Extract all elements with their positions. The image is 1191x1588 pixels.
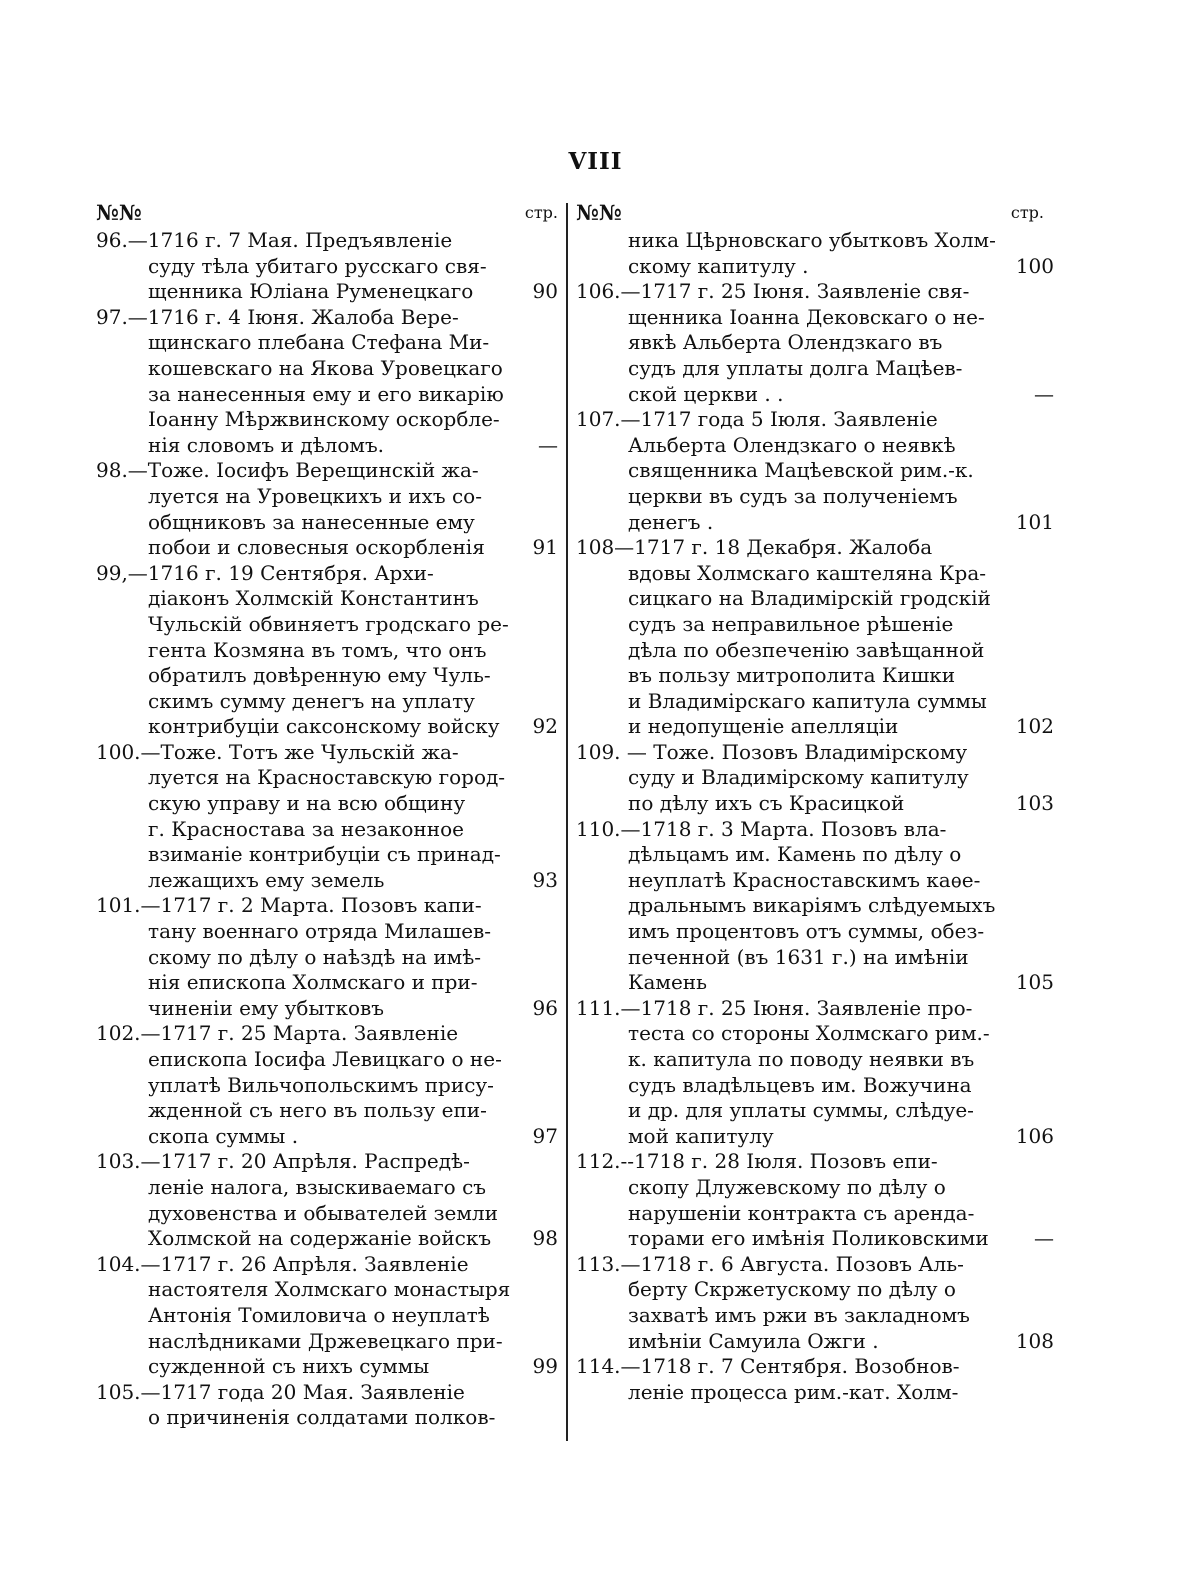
entry-line: гента Козмяна въ томъ, что онъ (148, 637, 487, 662)
number-header: №№ (576, 200, 622, 225)
entry-line: имъ процентовъ отъ суммы, обез- (628, 919, 985, 944)
toc-entry (96, 1149, 558, 1251)
entry-line: 96.—1716 г. 7 Мая. Предъявленіе (96, 228, 453, 252)
entry-page-number: 90 (532, 279, 558, 304)
column-divider (566, 203, 568, 1441)
entry-line: леніе процесса рим.-кат. Холм- (628, 1379, 959, 1404)
entry-line: Чульскій обвиняетъ гродскаго ре- (148, 611, 509, 636)
entry-line: обратилъ довѣренную ему Чуль- (148, 663, 491, 688)
entry-line: нія словомъ и дѣломъ. (148, 432, 385, 457)
entry-line: и Владимірскаго капитула суммы (628, 688, 987, 713)
entry-line: леніе налога, взыскиваемаго съ (148, 1174, 486, 1199)
entry-line: скимъ сумму денегъ на уплату (148, 688, 475, 713)
toc-entry (576, 535, 1054, 740)
entry-page-number: 108 (1015, 1328, 1054, 1353)
entry-line: наслѣдниками Држевецкаго при- (148, 1328, 503, 1353)
entry-line: 107.—1717 года 5 Іюля. Заявленіе (576, 407, 938, 432)
toc-entry (96, 1252, 558, 1380)
left-column (96, 200, 558, 1431)
entry-line: нарушеніи контракта съ аренда- (628, 1200, 975, 1225)
entry-line: явкѣ Альберта Олендзкаго въ (628, 330, 943, 355)
entry-line: Іоанну Мѣржвинскому оскорбле- (148, 407, 500, 432)
entry-line: 111.—1718 г. 25 Іюня. Заявленіе про- (576, 995, 973, 1020)
entry-line: чиненіи ему убытковъ (148, 995, 384, 1020)
toc-entry (576, 407, 1054, 535)
entry-line: 108—1717 г. 18 Декабря. Жалоба (576, 535, 933, 560)
entry-line: взиманіе контрибуціи съ принад- (148, 842, 501, 867)
entry-line: суду и Владимірскому капитулу (628, 765, 969, 790)
entry-line: священника Мацѣевской рим.-к. (628, 458, 974, 483)
number-header: №№ (96, 200, 142, 225)
entry-line: 112.--1718 г. 28 Іюля. Позовъ епи- (576, 1149, 938, 1174)
toc-entry (96, 228, 558, 305)
entry-line: 106.—1717 г. 25 Іюня. Заявленіе свя- (576, 279, 970, 304)
toc-entry (576, 1354, 1044, 1405)
entry-line: Холмской на содержаніе войскъ (148, 1226, 492, 1251)
entry-page-number: 99 (532, 1354, 558, 1379)
entry-line: епископа Іосифа Левицкаго о не- (148, 1047, 502, 1071)
entry-line: настоятеля Холмскаго монастыря (148, 1277, 511, 1302)
entry-page-number: 93 (532, 867, 558, 892)
entry-line: мой капитулу (628, 1123, 774, 1148)
entry-line: 98.—Тоже. Іосифъ Верещинскій жа- (96, 458, 479, 483)
entry-line: дѣла по обезпеченію завѣщанной (628, 637, 985, 662)
entry-line: печенной (въ 1631 г.) на имѣніи (628, 944, 969, 969)
toc-entry (96, 305, 558, 459)
entry-line: 114.—1718 г. 7 Сентября. Возобнов- (576, 1354, 960, 1379)
entry-line: неуплатѣ Красноставскимъ каѳе- (628, 867, 981, 892)
entry-line: сицкаго на Владимірскій гродскій (628, 586, 991, 611)
entry-line: 99,—1716 г. 19 Сентября. Архи- (96, 560, 434, 585)
entry-line: к. капитула по поводу неявки въ (628, 1047, 975, 1071)
entry-line: скому по дѣлу о наѣздѣ на имѣ- (148, 944, 482, 969)
entry-line: Антонія Томиловича о неуплатѣ (148, 1302, 490, 1327)
toc-entry (576, 995, 1054, 1150)
entry-line: теста со стороны Холмскаго рим.- (628, 1021, 990, 1046)
entry-line: и недопущеніе апелляціи (628, 714, 899, 739)
toc-entry (576, 1149, 1054, 1251)
entry-line: судъ за неправильное рѣшеніе (628, 611, 954, 636)
left-entries (96, 228, 558, 1431)
toc-entry (576, 279, 1054, 407)
entry-line: контрибуціи саксонскому войску (148, 714, 500, 739)
entry-line: кошевскаго на Якова Уровецкаго (148, 355, 503, 380)
entry-line: уплатѣ Вильчопольскимъ прису- (148, 1072, 494, 1097)
page-number: VIII (568, 148, 623, 175)
entry-line: 103.—1717 г. 20 Апрѣля. Распредѣ- (96, 1149, 470, 1174)
entry-line: луется на Красноставскую город- (148, 765, 506, 790)
entry-line: 101.—1717 г. 2 Марта. Позовъ капи- (96, 893, 482, 918)
entry-line: скопа суммы . (148, 1123, 299, 1148)
entry-line: 102.—1717 г. 25 Марта. Заявленіе (96, 1021, 459, 1046)
page-header: стр. (524, 203, 558, 222)
entry-page-number: 91 (532, 535, 558, 560)
entry-line: г. Красностава за незаконное (148, 816, 464, 841)
entry-line: торами его имѣнія Поликовскими (628, 1226, 989, 1251)
entry-line: дральнымъ викаріямъ слѣдуемыхъ (628, 893, 996, 918)
toc-entry (576, 1251, 1054, 1354)
entry-page-number: 98 (532, 1226, 558, 1251)
entry-page-number: — (1034, 1226, 1054, 1251)
entry-line: луется на Уровецкихъ и ихъ со- (148, 483, 482, 508)
entry-line: въ пользу митрополита Кишки (628, 663, 956, 688)
entry-page-number: 103 (1015, 791, 1054, 816)
entry-line: общниковъ за нанесенные ему (148, 509, 475, 534)
right-column (576, 200, 1054, 1405)
entry-page-number: — (538, 432, 558, 457)
entry-line: 100.—Тоже. Тотъ же Чульскій жа- (96, 739, 459, 764)
entry-line: лежащихъ ему земель (148, 867, 385, 892)
entry-line: 105.—1717 года 20 Мая. Заявленіе (96, 1379, 465, 1404)
entry-page-number: — (1034, 381, 1054, 406)
entry-line: и др. для уплаты суммы, слѣдуе- (628, 1098, 974, 1123)
entry-page-number: 96 (532, 995, 558, 1020)
entry-line: жденной съ него въ пользу епи- (148, 1098, 487, 1123)
toc-entry (96, 458, 558, 560)
entry-line: берту Скржетускому по дѣлу о (628, 1277, 956, 1302)
entry-line: судъ владѣльцевъ им. Вожучина (628, 1072, 972, 1097)
entry-line: скопу Длужевскому по дѣлу о (628, 1174, 946, 1199)
toc-entry (96, 893, 558, 1021)
toc-entry (96, 740, 558, 894)
toc-entry (96, 1021, 558, 1149)
entry-line: щенника Юліана Руменецкаго (148, 279, 474, 304)
toc-entry (96, 561, 558, 740)
entry-line: 104.—1717 г. 26 Апрѣля. Заявленіе (96, 1251, 469, 1276)
entry-line: Камень (628, 970, 708, 995)
entry-line: діаконъ Холмскій Константинъ (148, 586, 479, 611)
entry-page-number: 106 (1015, 1123, 1054, 1148)
right-column-header (576, 200, 1044, 228)
page-header: стр. (1010, 203, 1044, 222)
entry-line: захватѣ имъ ржи въ закладномъ (628, 1302, 970, 1327)
entry-line: 97.—1716 г. 4 Іюня. Жалоба Вере- (96, 304, 459, 329)
entry-line: побои и словесныя оскорбленія (148, 535, 485, 560)
entry-line: о причиненія солдатами полков- (148, 1405, 496, 1430)
toc-entry (576, 816, 1054, 996)
entry-line: церкви въ судъ за полученіемъ (628, 483, 958, 508)
entry-page-number: 100 (1015, 253, 1054, 278)
entry-line: судъ для уплаты долга Мацѣев- (628, 355, 963, 380)
entry-page-number: 97 (532, 1123, 558, 1148)
entry-line: ской церкви . . (628, 381, 784, 406)
entry-line: нія епископа Холмскаго и при- (148, 970, 478, 995)
entry-page-number: 105 (1015, 970, 1054, 995)
entry-line: суду тѣла убитаго русскаго свя- (148, 253, 487, 278)
entry-line: имѣніи Самуила Ожги . (628, 1328, 879, 1353)
entry-line: 113.—1718 г. 6 Августа. Позовъ Аль- (576, 1251, 964, 1276)
entry-line: ника Цѣрновскаго убытковъ Холм- (628, 228, 996, 252)
toc-entry (576, 228, 1054, 279)
entry-line: 110.—1718 г. 3 Марта. Позовъ вла- (576, 816, 947, 841)
left-column-header (96, 200, 558, 228)
entry-line: щинскаго плебана Стефана Ми- (148, 330, 490, 355)
toc-entry (576, 739, 1054, 817)
entry-line: духовенства и обывателей земли (148, 1200, 498, 1225)
entry-line: щенника Іоанна Дековскаго о не- (628, 304, 985, 329)
entry-page-number: 102 (1015, 714, 1054, 739)
entry-line: сужденной съ нихъ суммы (148, 1354, 430, 1379)
entry-page-number: 101 (1015, 509, 1054, 534)
entry-page-number: 92 (532, 714, 558, 739)
entry-line: по дѣлу ихъ съ Красицкой (628, 791, 905, 816)
entry-line: 109. — Тоже. Позовъ Владимірскому (576, 739, 968, 764)
entry-line: скому капитулу . (628, 253, 809, 278)
entry-line: тану военнаго отряда Милашев- (148, 919, 492, 944)
right-entries (576, 228, 1054, 1405)
entry-line: за нанесенныя ему и его викарію (148, 381, 504, 406)
entry-line: скую управу и на всю общину (148, 791, 466, 816)
entry-line: Альберта Олендзкаго о неявкѣ (628, 432, 956, 457)
entry-line: денегъ . (628, 509, 714, 534)
toc-entry (96, 1380, 558, 1431)
entry-line: вдовы Холмскаго каштеляна Кра- (628, 560, 987, 585)
entry-line: дѣльцамъ им. Камень по дѣлу о (628, 842, 962, 867)
